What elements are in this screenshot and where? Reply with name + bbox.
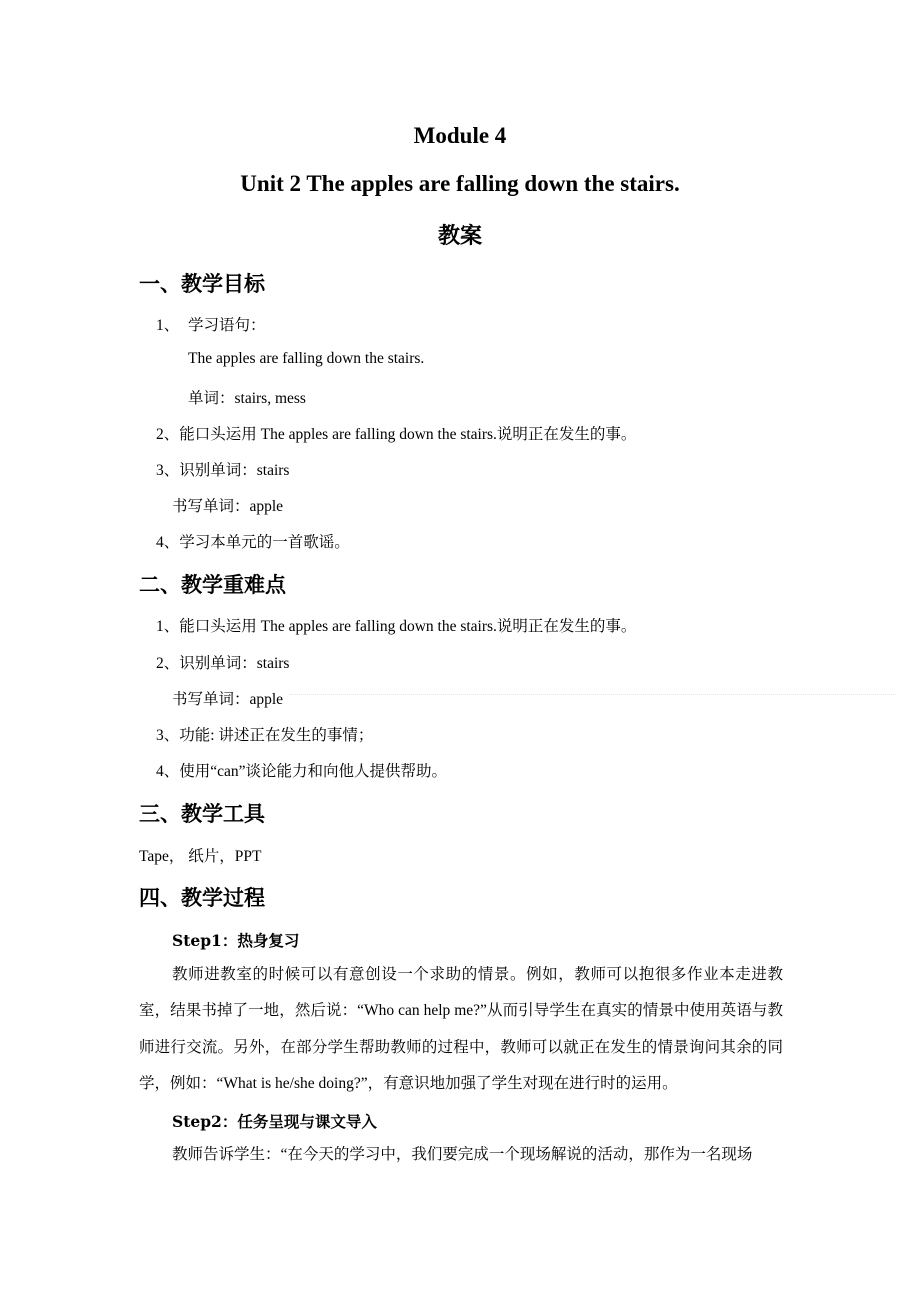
objective-1-sentence: The apples are falling down the stairs. (188, 350, 425, 367)
objective-1-words: 单词：stairs, mess (188, 390, 306, 407)
objective-3-write: 书写单词：apple (172, 498, 284, 515)
objective-4: 4、学习本单元的一首歌谣。 (156, 534, 350, 551)
keypoint-2-write: 书写单词：apple (172, 691, 284, 708)
keypoint-1: 1、能口头运用 The apples are falling down the stairs.说明正在发生的事。 (156, 618, 637, 635)
step1-paragraph: 教师进教室的时候可以有意创设一个求助的情景。例如，教师可以抱很多作业本走进教室，结果书掉了一地，然后说：“Who can help me?”从而引导学生在真实的情景中使用英语与教师进行交流。另外，在部分学生帮助教师的过程中，教师可以就正在发生的情景询问其余的同学，例如：“What is he/she doing?”，有意识地加强了学生对现在进行时的运用。 (139, 966, 783, 1092)
objective-3: 3、识别单词：stairs (156, 462, 290, 479)
step2-paragraph: 教师告诉学生：“在今天的学习中，我们要完成一个现场解说的活动，那作为一名现场 (172, 1146, 753, 1163)
objective-2: 2、能口头运用 The apples are falling down the stairs.说明正在发生的事。 (156, 426, 637, 443)
objective-1-number: 1、 (156, 317, 180, 334)
section-keypoints-heading: 二、教学重难点 (139, 573, 286, 597)
section-tools-heading: 三、教学工具 (139, 802, 265, 826)
module-title: Module 4 (413, 123, 507, 148)
lesson-plan-title: 教案 (437, 224, 482, 249)
section-objectives-heading: 一、教学目标 (139, 272, 265, 296)
unit-title: Unit 2 The apples are falling down the stairs. (240, 171, 680, 196)
tools-list: Tape， 纸片，PPT (139, 848, 262, 865)
keypoint-4: 4、使用“can”谈论能力和向他人提供帮助。 (156, 763, 448, 780)
objective-1-text: 学习语句： (188, 317, 266, 334)
step2-title: Step2：任务呈现与课文导入 (172, 1112, 377, 1131)
section-process-heading: 四、教学过程 (139, 886, 265, 910)
step1-title: Step1：热身复习 (172, 931, 300, 950)
keypoint-3: 3、功能: 讲述正在发生的事情； (156, 727, 374, 744)
keypoint-2: 2、识别单词：stairs (156, 655, 290, 672)
dotted-rule (290, 694, 896, 695)
